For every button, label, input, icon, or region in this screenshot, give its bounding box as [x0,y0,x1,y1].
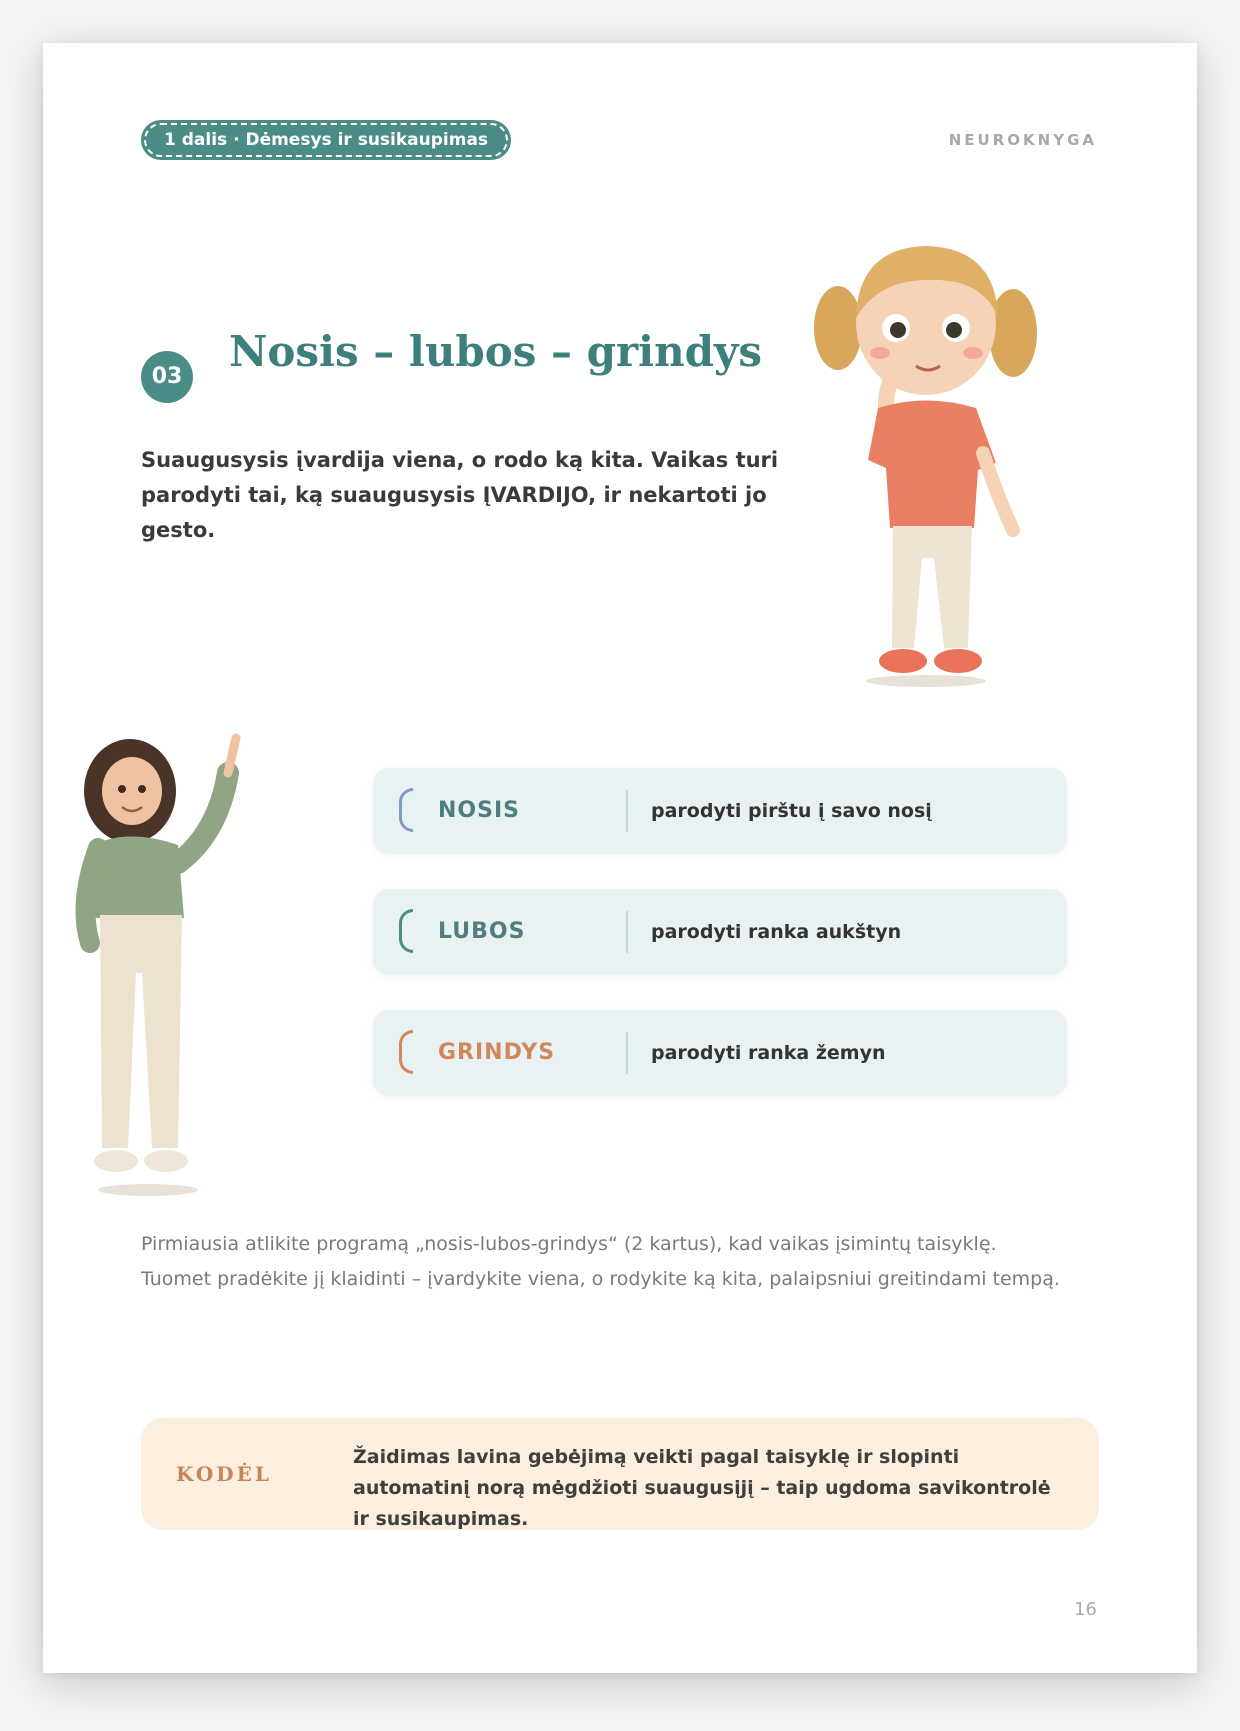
divider [626,790,628,832]
rule-word: LUBOS [438,919,526,944]
rule-card-grindys [373,1010,1067,1096]
section-tag [141,120,511,160]
bracket-icon [399,909,413,953]
rules-list [373,768,1067,1131]
bracket-icon [399,1030,413,1074]
rule-card-lubos [373,889,1067,975]
page-number: 16 [1074,1599,1097,1620]
instruction-note: Pirmiausia atlikite programą „nosis-lubos-grindys“ (2 kartus), kad vaikas įsimintų taisyklę. Tuomet pradėkite jį klaidinti – įvardykite viena, o rodykite ką kita, palaipsniui greitindami tempą. [141,1233,1060,1290]
why-label: KODĖL [176,1462,272,1486]
rule-word: GRINDYS [438,1040,556,1065]
book-page [43,43,1197,1673]
rule-word: NOSIS [438,798,520,823]
section-tag-label: 1 dalis · Dėmesys ir susikaupimas [144,123,508,157]
woman-illustration [68,733,278,1198]
bracket-icon [399,788,413,832]
page-title: Nosis – lubos – grindys [229,327,763,376]
exercise-instructions: Suaugusysis įvardija viena, o rodo ką kita. Vaikas turi parodyti tai, ką suaugusysis ĮVARDIJO, ir nekartoti jo gesto. [141,448,779,542]
rule-action: parodyti ranka žemyn [651,1042,886,1064]
exercise-number-badge: 03 [141,351,193,403]
why-box [141,1418,1099,1530]
divider [626,1032,628,1074]
why-text: Žaidimas lavina gebėjimą veikti pagal taisyklę ir slopinti automatinį norą mėgdžioti suaugusįjį – taip ugdoma savikontrolė ir susikaupimas. [353,1446,1051,1530]
divider [626,911,628,953]
rule-action: parodyti ranka aukštyn [651,921,902,943]
brand-name: NEUROKNYGA [948,131,1097,149]
girl-illustration [798,218,1058,688]
rule-action: parodyti pirštu į savo nosį [651,800,932,822]
rule-card-nosis [373,768,1067,854]
